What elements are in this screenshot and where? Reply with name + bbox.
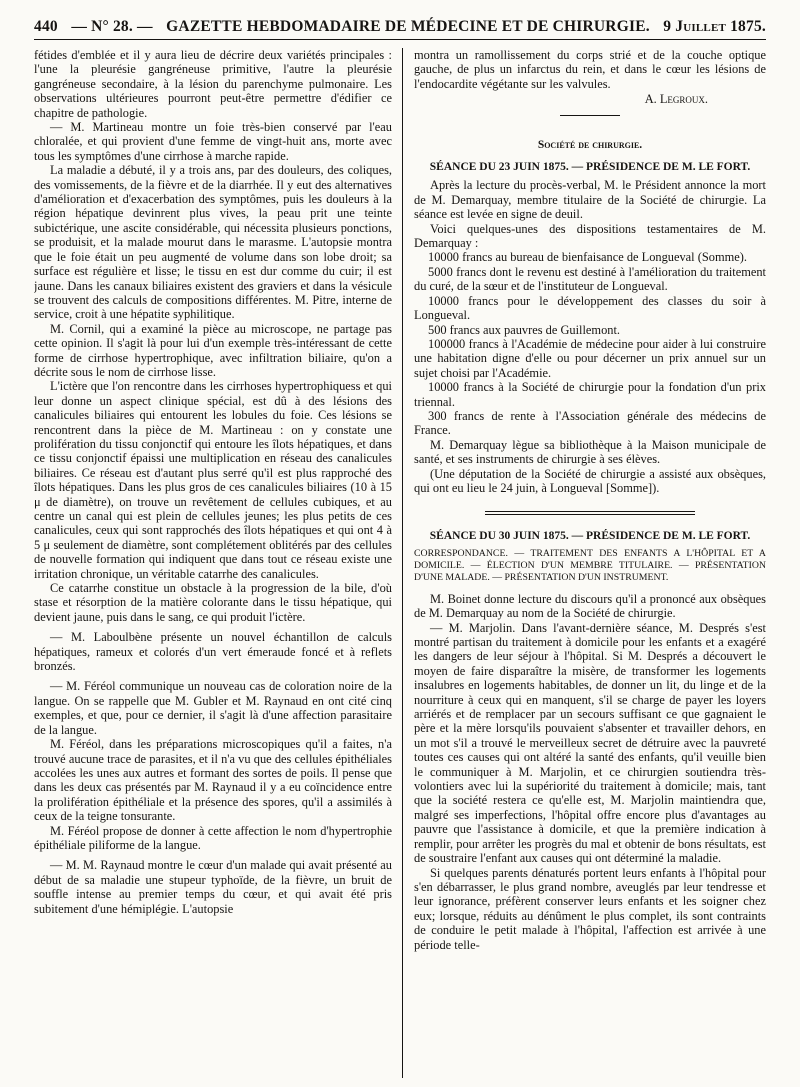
paragraph: fétides d'emblée et il y aura lieu de décrire deux variétés principales : l'une la pleurésie gangréneuse primitive, l'autre la pleurésie gangréneuse secondaire, à la lésion du parenchyme pulmonaire. Les observations ultérieures pourront peut-être permettre d'édifier ce chapitre de pathologie. [34, 48, 392, 120]
paragraph: M. Boinet donne lecture du discours qu'il a prononcé aux obsèques de M. Demarquay au nom de la Société de chirurgie. [414, 591, 766, 621]
bequest-item: 10000 francs au bureau de bienfaisance de Longueval (Somme). [428, 250, 747, 265]
journal-title: GAZETTE HEBDOMADAIRE DE MÉDECINE ET DE CHIRURGIE. [166, 18, 650, 35]
column-divider [402, 48, 403, 1078]
paragraph: La maladie a débuté, il y a trois ans, par des douleurs, des coliques, des vomissements, de la fièvre et de la diarrhée. Il y eut des alternatives d'amélioration et d'exacerbation des symptômes, puis les douleurs à la région hépatique devinrent plus vives, la peau prit une teinte subictérique, une ascite considérable, qui nécessita plusieurs ponctions, se produisit, et la malade mourut dans le marasme. L'autopsie montra que le foie était un peu augmenté de volume dans son lobe droit; sa surface est régulière et lisse; le tissu en est dur comme du cuir; il est jaune. Dans les canaux biliaires existent des graviers et dans la vésicule se trouvent des calculs de compositions différentes. M. Pitre, interne de service, croit à une hépatite syphilitique. [34, 163, 392, 322]
session-heading: SÉANCE DU 23 JUIN 1875. — PRÉSIDENCE DE M. LE FORT. [429, 161, 751, 174]
paragraph: montra un ramollissement du corps strié et de la couche optique gauche, de plus un infarctus du rein, et dans le cœur les lésions de l'endocardite végétante sur les valvules. [414, 48, 766, 91]
paragraph: — M. Martineau montre un foie très-bien conservé par l'eau chloralée, et qui provient d'une femme de vingt-huit ans, morte avec tous les symptômes d'une cirrhose à marche rapide. [34, 120, 392, 163]
paragraph: L'ictère que l'on rencontre dans les cirrhoses hypertrophiquess et qui leur donne un aspect clinique spécial, est dû à des lésions des canalicules biliaires qui entourent les lobules du foie. Ces lésions se rencontrent dans la pièce de M. Martineau : on y constate une prolifération du tissu conjonctif qui entoure les îlots hépatiques, et dans ce tissu conjonctif épaissi une multiplication en réseau des canalicules biliaires. Ce réseau est d'autant plus serré qu'il est plus rapproché des îlots hépatiques. Dans les plus gros de ces canalicules biliaires (10 à 15 μ de diamètre), on trouve un revêtement de cellules cubiques, et au centre un canal qui est plein de cellules jeunes; les plus petits de ces canalicules, ceux qui sont rapprochés des îlots hépatiques et qui ont 4 à 5 μ seulement de diamètre, sont complétement oblitérés par des cellules de nouvelle formation qui indiquent que dans tout ce réseau existe une irritation chronique, un véritable catarrhe des canalicules. [34, 379, 392, 581]
left-column [34, 48, 392, 1082]
session-summary: CORRESPONDANCE. — TRAITEMENT DES ENFANTS A L'HÔPITAL ET A DOMICILE. — ÉLECTION D'UN MEMBRE TITULAIRE. — PRÉSENTATION D'UNE MALADE. — PRÉSENTATION D'UN INSTRUMENT. [414, 547, 766, 583]
paragraph: M. Féréol propose de donner à cette affection le nom d'hypertrophie épithéliale piliforme de la langue. [34, 823, 392, 852]
page-header [34, 10, 766, 40]
bequest-item: 100000 francs à l'Académie de médecine pour aider à lui construire une habitation digne d'elle ou pour décerner un prix annuel sur un sujet choisi par l'Académie. [414, 336, 766, 380]
author-signature: A. Legroux. [644, 92, 708, 107]
issue-number: — N° 28. — [71, 18, 153, 35]
bequest-item: 10000 francs à la Société de chirurgie pour la fondation d'un prix triennal. [414, 380, 766, 409]
bequest-item: 300 francs de rente à l'Association générale des médecins de France. [414, 408, 766, 438]
paragraph: — M. Féréol communique un nouveau cas de coloration noire de la langue. On se rappelle que M. Gubler et M. Raynaud en ont cité cinq exemples, et que, pour ce dernier, il s'agit là d'une affection parasitaire de la langue. [34, 679, 392, 737]
bequest-item: 500 francs aux pauvres de Guillemont. [428, 322, 621, 337]
paragraph: Ce catarrhe constitue un obstacle à la progression de la bile, d'où stase et résorption de la matière colorante dans le tissu hépatique, qui devient jaune, puis dans le sang, ce qui produit l'ictère. [34, 581, 392, 624]
paragraph: — M. M. Raynaud montre le cœur d'un malade qui avait présenté au début de sa maladie une stupeur typhoïde, de la fièvre, un bruit de souffle intense au premier temps du cœur, et qui avait été pris subitement d'une hémiplégie. L'autopsie [34, 858, 392, 916]
bequest-item: 5000 francs dont le revenu est destiné à l'amélioration du traitement du curé, de la sœur et de l'instituteur de Longueval. [414, 264, 766, 294]
bequest-item: 10000 francs pour le développement des classes du soir à Longueval. [414, 293, 766, 323]
session-heading: SÉANCE DU 30 JUIN 1875. — PRÉSIDENCE DE M. LE FORT. [429, 530, 751, 543]
paragraph: — M. Marjolin. Dans l'avant-dernière séance, M. Després s'est montré partisan du traitement à domicile pour les enfants et a exagéré les dangers de leur séjour à l'hôpital. Si M. Després a découvert le moyen de faire disparaître la misère, de transformer les logements insalubres en logements habitables, de donner un lit, du linge et de la nourriture à ceux qui en manquent, s'il se charge de payer les loyers arriérés et de remplacer par un secours suffisant ce que gagnaient le père et la mère lorsqu'ils pouvaient s'absenter et travailler dehors, en un mot s'il a trouvé le merveilleux secret de détruire avec la pauvreté toutes ces causes qui ont altéré la santé des enfants, qu'il veuille bien le communiquer à M. Marjolin, et ce chirurgien soutiendra très-volontiers avec lui la supériorité du traitement à domicile; mais, tant que la société restera ce qu'elle est, M. Marjolin maintiendra que, malgré ses imperfections, l'hôpital offre encore plus d'avantages au pauvre que l'assistance à domicile, et que la première indication à remplir, pour arrêter les progrès du mal et obtenir de bons résultats, est de soustraire l'enfant aux causes qui ont déterminé la maladie. [414, 620, 766, 866]
paragraph: (Une députation de la Société de chirurgie a assisté aux obsèques, qui ont eu lieu le 24 juin, à Longueval [Somme]). [414, 466, 766, 495]
page-number: 440 [34, 18, 58, 35]
paragraph: M. Demarquay lègue sa bibliothèque à la Maison municipale de santé, et ses instruments de chirurgie à ses élèves. [414, 437, 766, 467]
separator-rule [560, 115, 620, 116]
separator-rule [485, 511, 695, 515]
paragraph: Après la lecture du procès-verbal, M. le Président annonce la mort de M. Demarquay, membre titulaire de la Société de chirurgie. La séance est levée en signe de deuil. [414, 178, 766, 222]
right-column [414, 48, 766, 1082]
paragraph: Voici quelques-unes des dispositions testamentaires de M. Demarquay : [414, 221, 766, 251]
paragraph: M. Cornil, qui a examiné la pièce au microscope, ne partage pas cette opinion. Il s'agit là pour lui d'un exemple très-intéressant de cette forme de cirrhose hypertrophique, avec infiltration biliaire, qu'on a décrite sous le nom de cirrhose lisse. [34, 321, 392, 379]
paragraph: — M. Laboulbène présente un nouvel échantillon de calculs hépatiques, rameux et colorés d'un vert émeraude foncé et à reflets bronzés. [34, 630, 392, 674]
paragraph: M. Féréol, dans les préparations microscopiques qu'il a faites, n'a trouvé aucune trace de parasites, et il n'a vu que des cellules épithéliales accolées les unes aux autres et formant des sortes de poils. Il pense que dans les deux cas présentés par M. Raynaud il y a eu coïncidence entre la prolifération épithéliale et la présence des spores, qu'il a assimilés à ceux de la teigne tonsurante. [34, 737, 392, 824]
section-title: Société de chirurgie. [537, 138, 643, 151]
issue-date: 9 Juillet 1875. [663, 18, 766, 35]
paragraph: Si quelques parents dénaturés portent leurs enfants à l'hôpital pour s'en débarrasser, le plus grand nombre, aveuglés par leur tendresse et leur ignorance, préfèrent conserver leurs enfants et les soigner chez eux; lorsque, réduits au dénûment le plus complet, ils sont contraints de conduire le petit malade à l'hôpital, l'affection est arrivée à une période telle- [414, 865, 766, 952]
